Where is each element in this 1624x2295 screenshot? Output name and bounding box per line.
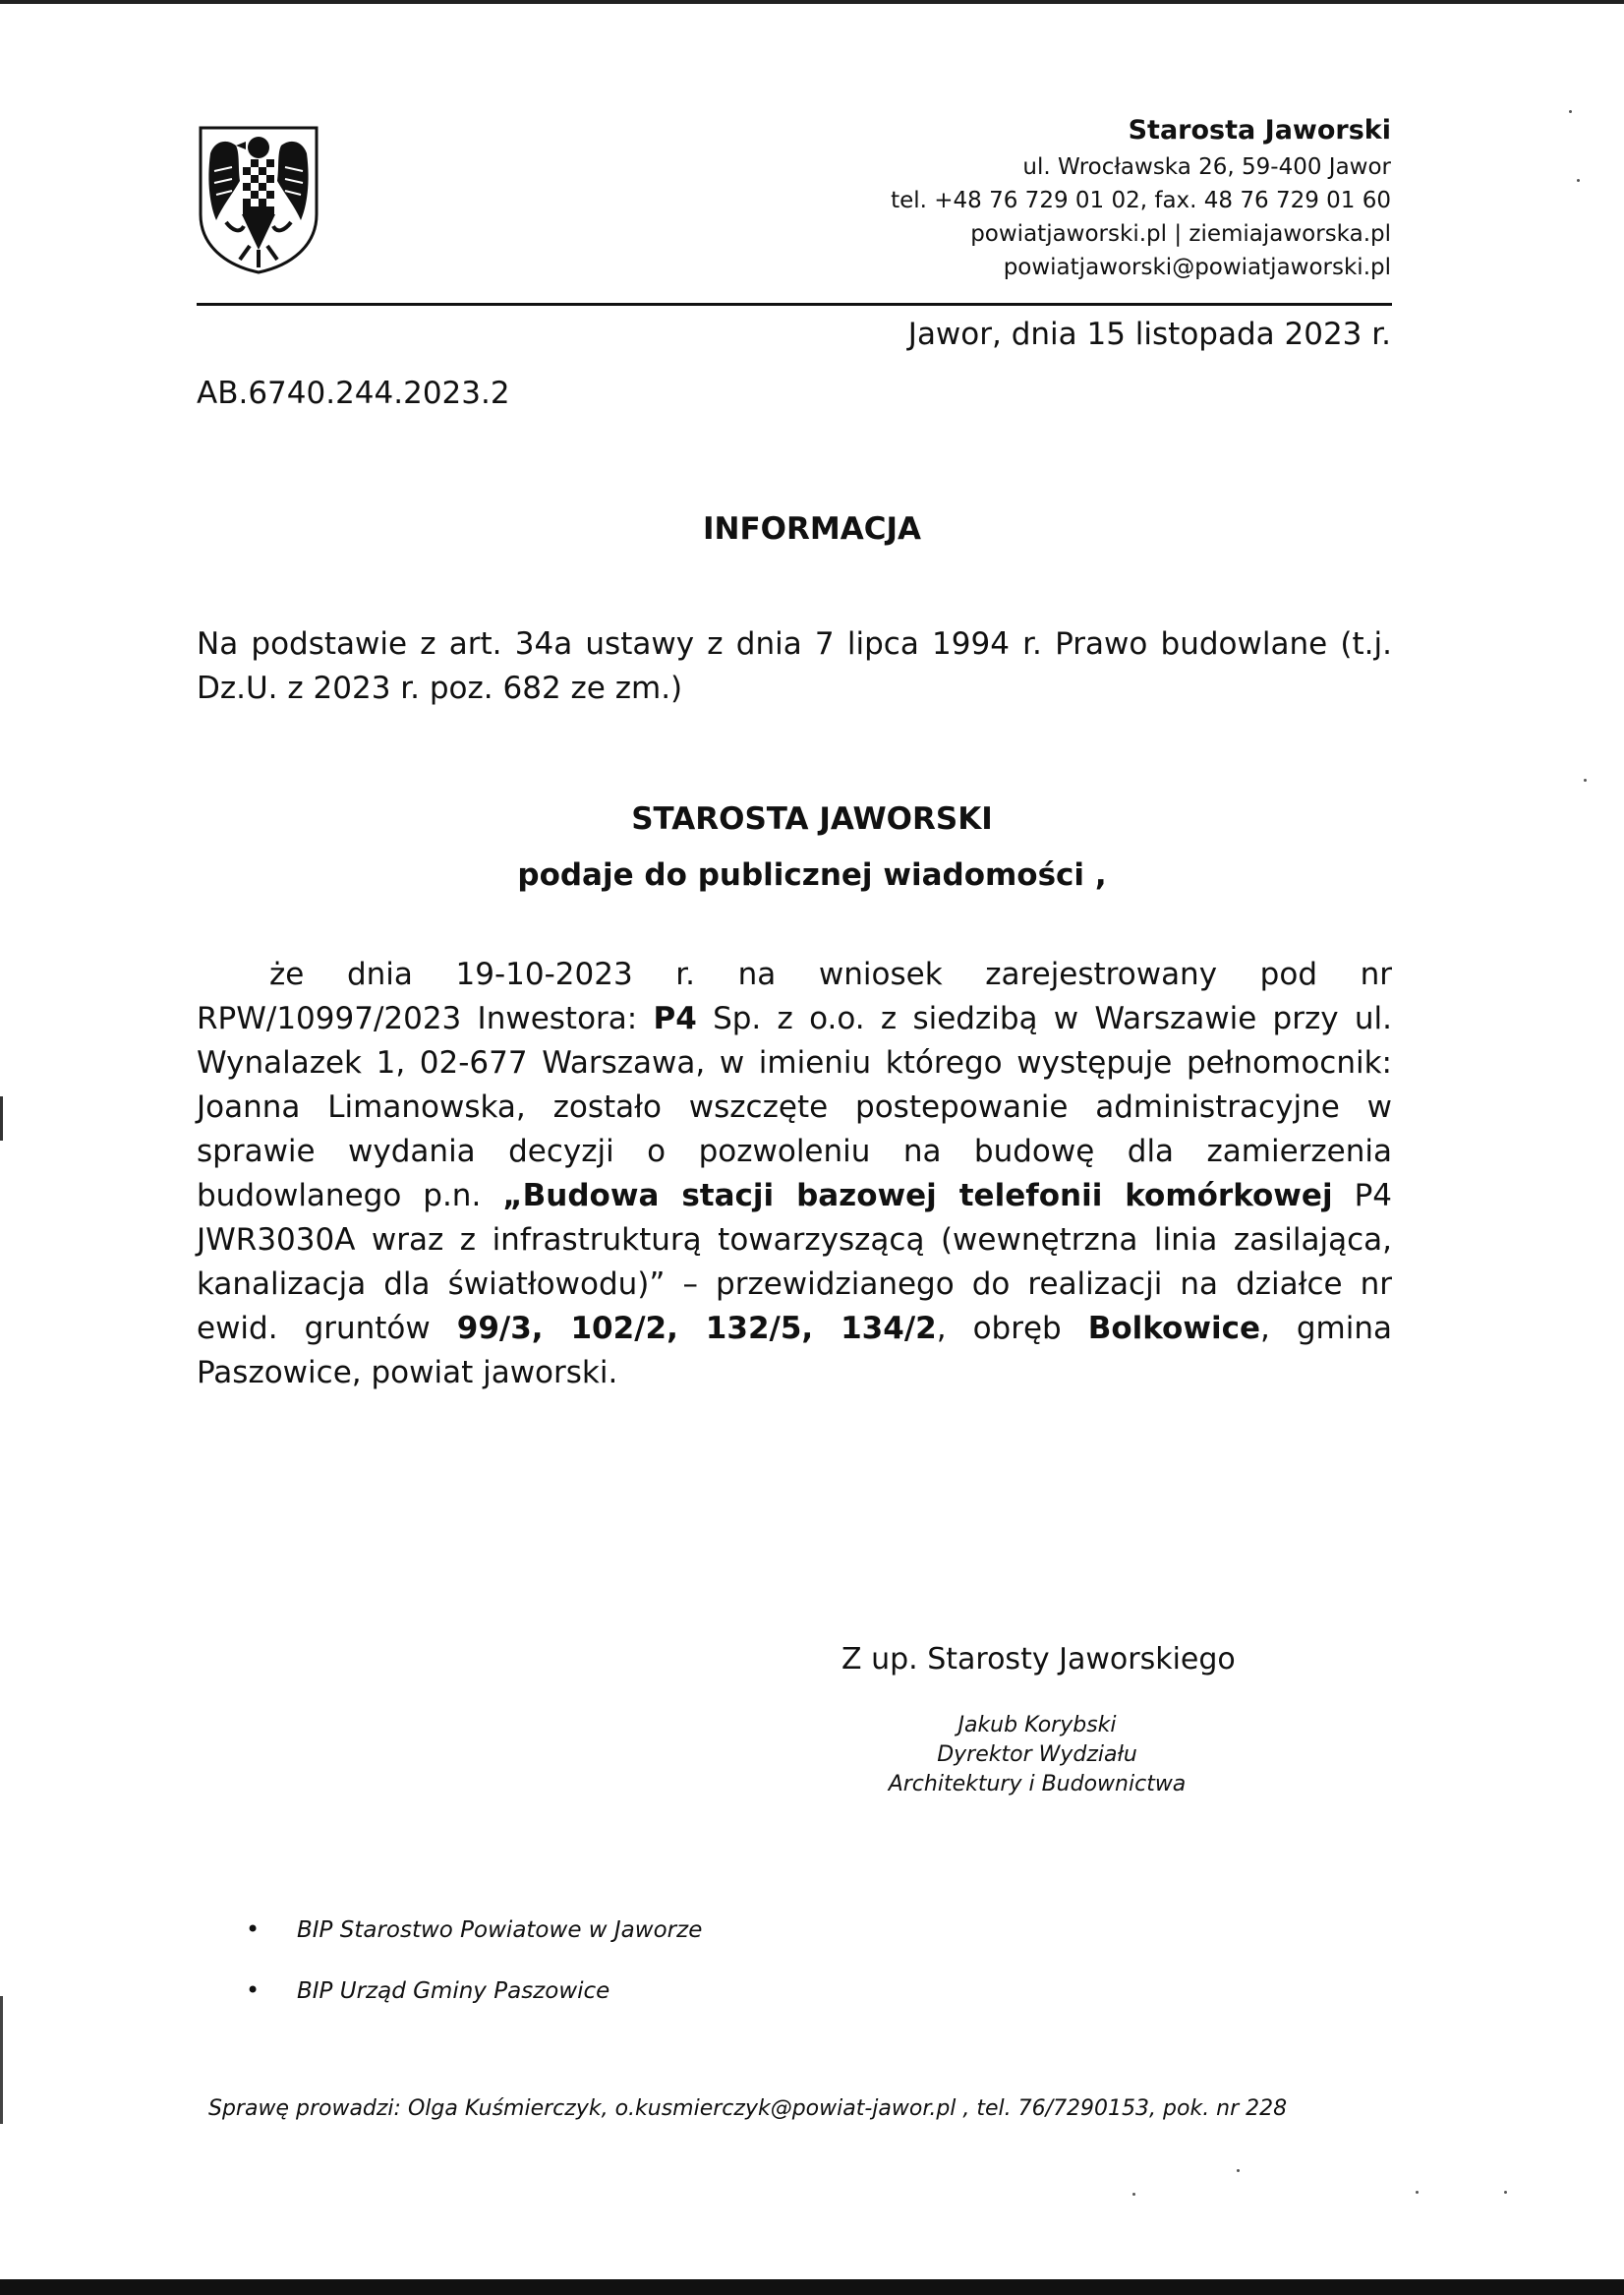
scan-speck [1237,2169,1240,2172]
precinct-name: Bolkowice [1087,1311,1261,1346]
scan-edge-mark [0,1096,3,1141]
parcel-numbers: 99/3, 102/2, 132/5, 134/2 [456,1311,937,1346]
notice-body: że dnia 19-10-2023 r. na wniosek zarejestrowany pod nr RPW/10997/2023 Inwestora: P4 Sp. z o.o. z siedzibą w Warszawie przy ul. Wynalazek 1, 02-677 Warszawa, w imieniu którego występuje pełnomocnik: Joanna Limanowska, zostało wszczęte postepowanie administracyjne w sprawie wydania decyzji o pozwoleniu na budowę dla zamierzenia budowlanego p.n. „Budowa stacji bazowej telefonii komórkowej P4 JWR3030A wraz z infrastrukturą towarzyszącą (wewnętrzna linia zasilająca, kanalizacja dla światłowodu)” – przewidzianego do realizacji na działce nr ewid. gruntów 99/3, 102/2, 132/5, 134/2, obręb Bolkowice, gmina Paszowice, powiat jaworski. [197,957,1392,1390]
letterhead [891,111,1391,284]
announcement-line: podaje do publicznej wiadomości , [517,857,1107,893]
signatory-department: Architektury i Budownictwa [888,1772,1187,1796]
document-title: INFORMACJA [703,511,921,547]
signature-authorization: Z up. Starosty Jaworskiego [841,1642,1236,1677]
distribution-item: • BIP Urząd Gminy Paszowice [246,1978,702,2039]
scan-bottom-border [0,2279,1624,2295]
signature-block [845,1711,1229,1799]
scan-speck [1504,2191,1507,2194]
office-phone: tel. +48 76 729 01 02, fax. 48 76 729 01 60 [891,188,1391,213]
issuing-authority: STAROSTA JAWORSKI [631,801,993,837]
scan-speck [1577,179,1580,182]
scan-speck [1569,110,1572,113]
office-websites: powiatjaworski.pl | ziemiajaworska.pl [970,221,1391,247]
scan-top-border [0,0,1624,4]
case-reference: AB.6740.244.2023.2 [197,376,510,411]
scan-speck [1132,2193,1135,2196]
scan-edge-mark [0,1996,3,2124]
case-handler-footer: Sprawę prowadzi: Olga Kuśmierczyk, o.kusmierczyk@powiat-jawor.pl , tel. 76/7290153, pok. nr 228 [208,2096,1288,2121]
letterhead-divider [197,303,1392,306]
office-email: powiatjaworski@powiatjaworski.pl [1003,255,1391,280]
signatory-role: Dyrektor Wydziału [937,1742,1137,1767]
project-name: „Budowa stacji bazowej telefonii komórkowej [502,1178,1333,1213]
scan-speck [1584,779,1587,782]
document-date: Jawor, dnia 15 listopada 2023 r. [907,317,1391,352]
scan-speck [1416,2191,1419,2194]
coat-of-arms-icon [197,124,320,275]
distribution-item: • BIP Starostwo Powiatowe w Jaworze [246,1917,702,1978]
distribution-list [246,1917,702,2039]
office-name: Starosta Jaworski [1128,115,1391,146]
signatory-name: Jakub Korybski [957,1713,1117,1737]
investor-name: P4 [653,1001,697,1036]
legal-basis: Na podstawie z art. 34a ustawy z dnia 7 lipca 1994 r. Prawo budowlane (t.j. Dz.U. z 2023 r. poz. 682 ze zm.) [197,626,1392,706]
office-address: ul. Wrocławska 26, 59-400 Jawor [1022,154,1391,180]
